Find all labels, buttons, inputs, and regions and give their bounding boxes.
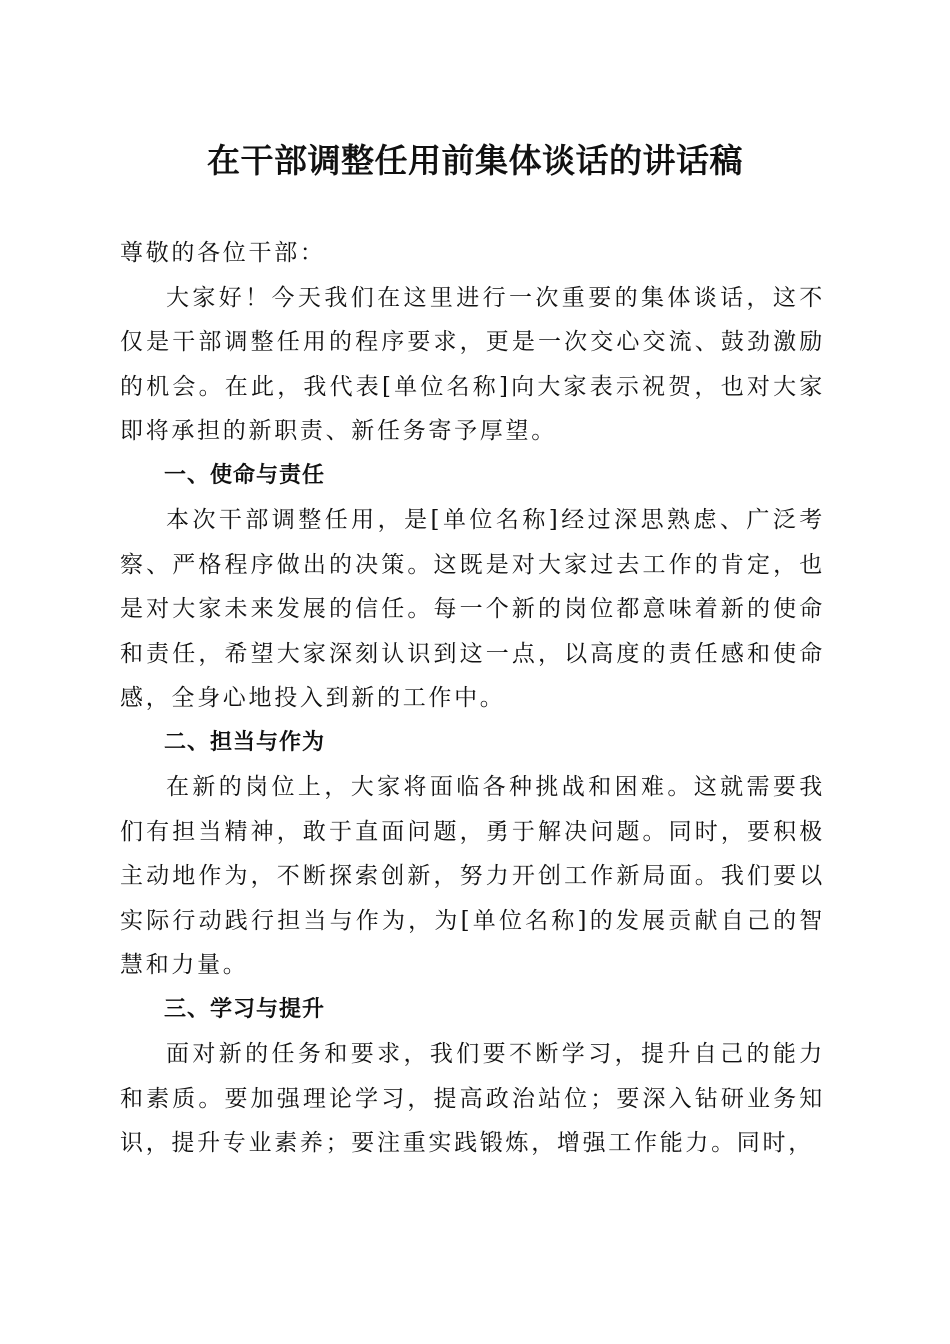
section-body-responsibility: 在新的岗位上，大家将面临各种挑战和困难。这就需要我们有担当精神，敢于直面问题，勇于解决问题。同时，要积极主动地作为，不断探索创新，努力开创工作新局面。我们要以实际行动践行担当与作为，为[单位名称]的发展贡献自己的智慧和力量。 — [120, 774, 825, 978]
salutation: 尊敬的各位干部： — [120, 240, 326, 266]
section-body-learning: 面对新的任务和要求，我们要不断学习，提升自己的能力和素质。要加强理论学习，提高政治站位；要深入钻研业务知识，提升专业素养；要注重实践锻炼，增强工作能力。同时， — [120, 1041, 825, 1156]
document-body — [120, 231, 825, 1166]
section-heading-mission: 一、使命与责任 — [164, 462, 326, 488]
section-heading-responsibility: 二、担当与作为 — [164, 729, 326, 755]
intro-paragraph: 大家好！今天我们在这里进行一次重要的集体谈话，这不仅是干部调整任用的程序要求，更是一次交心交流、鼓劲激励的机会。在此，我代表[单位名称]向大家表示祝贺，也对大家即将承担的新职责、新任务寄予厚望。 — [120, 284, 825, 444]
section-heading-learning: 三、学习与提升 — [164, 996, 326, 1022]
document-title: 在干部调整任用前集体谈话的讲话稿 — [207, 141, 743, 180]
section-body-mission: 本次干部调整任用，是[单位名称]经过深思熟虑、广泛考察、严格程序做出的决策。这既是对大家过去工作的肯定，也是对大家未来发展的信任。每一个新的岗位都意味着新的使命和责任，希望大家深刻认识到这一点，以高度的责任感和使命感，全身心地投入到新的工作中。 — [120, 507, 825, 711]
